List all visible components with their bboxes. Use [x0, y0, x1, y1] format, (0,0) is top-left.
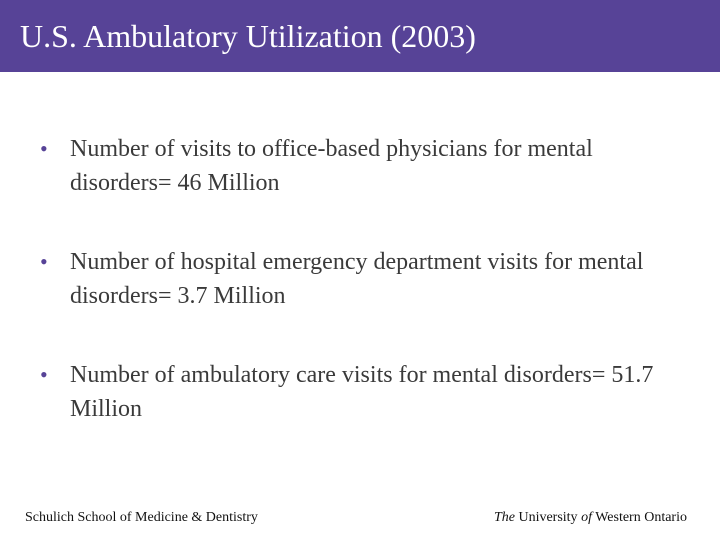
- title-bar: [0, 0, 720, 72]
- bullet-text: Number of ambulatory care visits for mental disorders= 51.7 Million: [70, 362, 654, 422]
- bullet-item: [40, 132, 680, 200]
- footer-italic-of: of: [581, 510, 592, 525]
- bullet-dot-icon: •: [40, 362, 48, 387]
- bullet-dot-icon: •: [40, 136, 48, 161]
- footer-italic-the: The: [493, 510, 515, 525]
- bullet-list: [40, 132, 680, 426]
- footer-right-text: [494, 510, 687, 526]
- footer-western-ontario: Western Ontario: [591, 510, 687, 525]
- bullet-item: [40, 245, 680, 313]
- bullet-text: Number of hospital emergency department visits for mental disorders= 3.7 Million: [70, 249, 644, 309]
- bullet-dot-icon: •: [40, 249, 48, 274]
- footer-left-text: Schulich School of Medicine & Dentistry: [25, 510, 258, 525]
- bullet-item: [40, 358, 680, 426]
- bullet-text: Number of visits to office-based physicians for mental disorders= 46 Million: [70, 136, 593, 196]
- footer-university: University: [514, 510, 582, 525]
- slide-title: U.S. Ambulatory Utilization (2003): [20, 18, 476, 54]
